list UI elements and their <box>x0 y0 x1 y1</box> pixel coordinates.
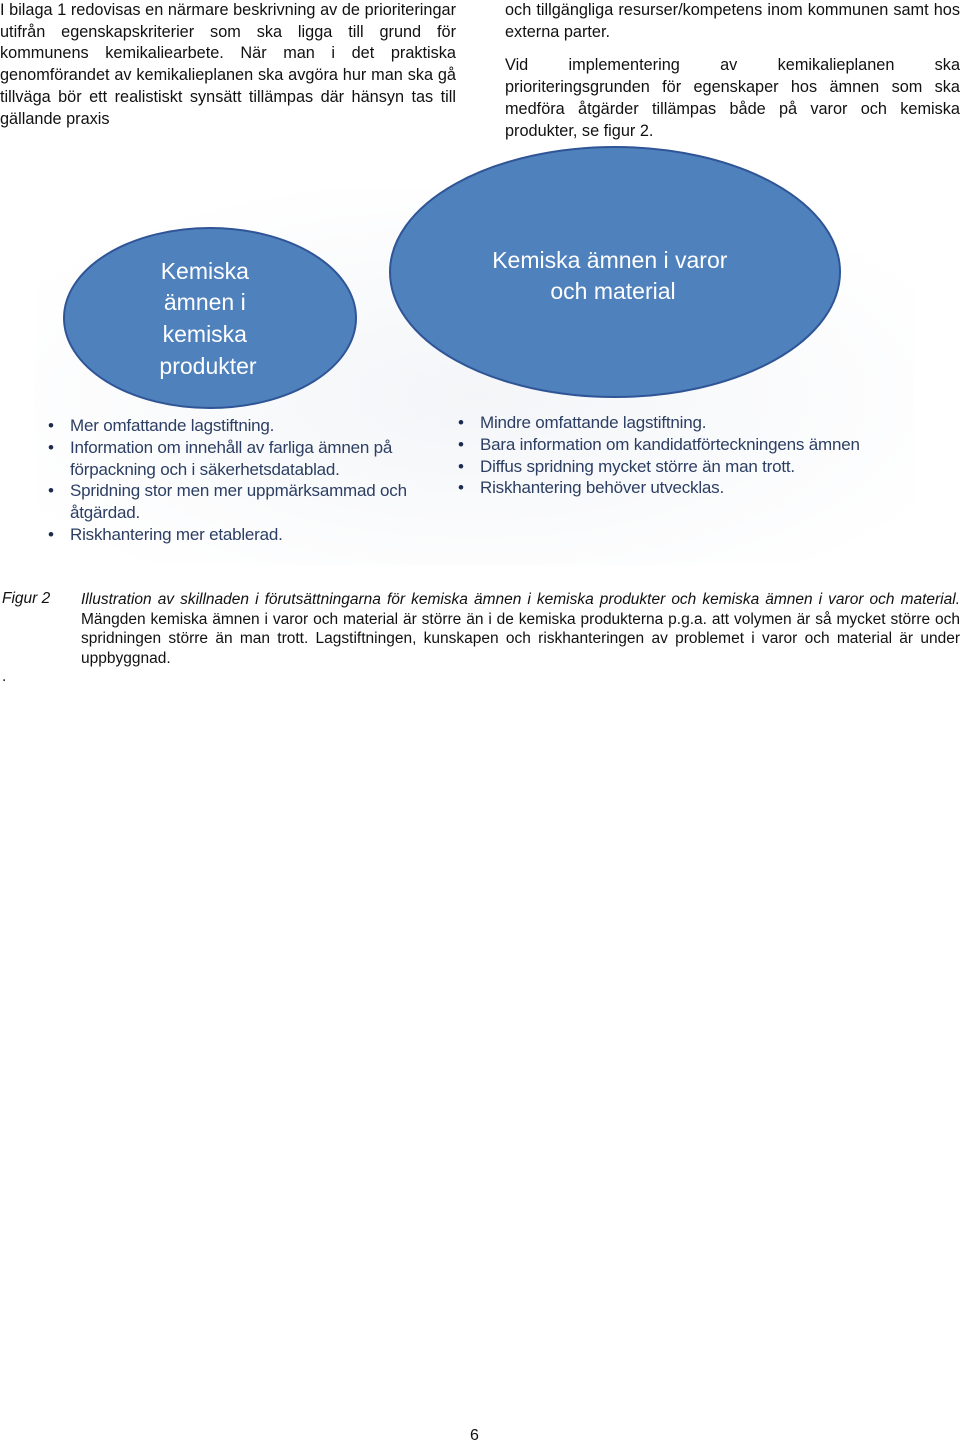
figure-caption-regular: Mängden kemiska ämnen i varor och material är större än i de kemiska produkterna p.g.a. att volymen är så mycket större och spridningen större än man trott. Lagstiftningen, kunskapen och riskhanteringen av problemet i varor och material är under uppbyggnad. <box>81 610 960 667</box>
bullet-list-chemical-products <box>48 415 443 546</box>
right-paragraph-1: och tillgängliga resurser/kompetens inom kommunen samt hos externa parter. <box>505 1 960 41</box>
left-paragraph: I bilaga 1 redovisas en närmare beskrivning av de prioriteringar utifrån egenskapskriterier som ska ligga till grund för kommunens kemikaliearbete. När man i det praktiska genomförandet av kemikalieplanen ska avgöra hur man ska gå tillväga bör ett realistiskt synsätt tillämpas där hänsyn tas till gällande praxis <box>0 1 456 128</box>
list-item: • Spridning stor men mer uppmärksammad och åtgärdad. <box>48 480 443 524</box>
bubble-chemical-products <box>64 228 356 408</box>
figure-caption-dot: . <box>2 668 7 685</box>
bubble-small-line-2: ämnen i <box>163 289 246 315</box>
list-item: • Riskhantering behöver utvecklas. <box>458 477 918 499</box>
list-item: • Diffus spridning mycket större än man trott. <box>458 456 918 478</box>
bubble-small-line-1: Kemiska <box>160 258 249 284</box>
bullet-list-goods-and-materials <box>458 412 918 499</box>
bubble-large-line-1: Kemiska ämnen i varor <box>492 247 728 273</box>
list-item: • Information om innehåll av farliga ämnen på förpackning och i säkerhetsdatablad. <box>48 437 443 481</box>
bubble-large-line-2: och material <box>550 278 676 304</box>
bubble-small-line-4: produkter <box>159 353 257 379</box>
page-number: 6 <box>470 1427 479 1444</box>
bubble-small-line-3: kemiska <box>162 321 247 347</box>
right-paragraph-2: Vid implementering av kemikalieplanen ska prioriteringsgrunden för egenskaper hos ämnen som ska medföra åtgärder tillämpas både på varor och kemiska produkter, se figur 2. <box>505 56 960 140</box>
right-text-column <box>505 0 960 142</box>
figure-caption-label: Figur 2 <box>2 590 51 607</box>
list-item: • Bara information om kandidatförteckningens ämnen <box>458 434 918 456</box>
list-item: • Mer omfattande lagstiftning. <box>48 415 443 437</box>
list-item: • Riskhantering mer etablerad. <box>48 524 443 546</box>
figure-caption <box>81 590 960 668</box>
figure-caption-italic: Illustration av skillnaden i förutsättningarna för kemiska ämnen i kemiska produkter och kemiska ämnen i varor och material. <box>81 591 960 608</box>
left-text-column <box>0 0 456 130</box>
list-item: • Mindre omfattande lagstiftning. <box>458 412 918 434</box>
